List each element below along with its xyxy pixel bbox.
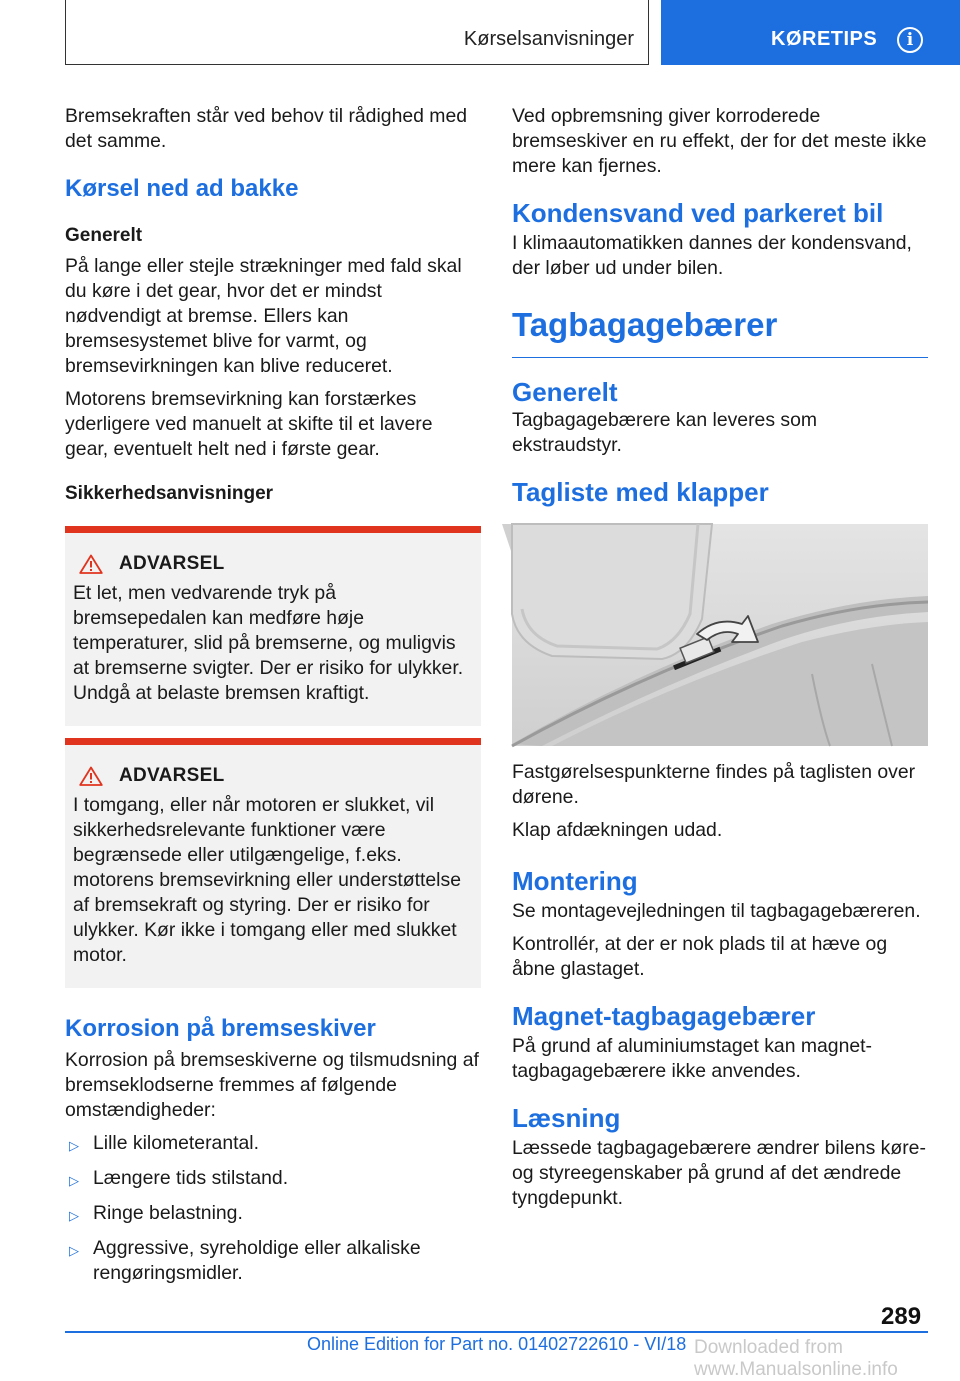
page-number: 289 [881, 1303, 922, 1330]
list-item: ▷ Længere tids stilstand. [65, 1166, 481, 1193]
heading-corrosion: Korrosion på bremseskiver [65, 1015, 376, 1042]
general-paragraph-2: Motorens bremsevirkning kan forstærkes yderligere ved manuelt at skifte til et lavere gear, eventuelt helt ned i første gear. [65, 388, 433, 460]
corrosion-list [65, 1131, 481, 1286]
intro-paragraph: Bremsekraften står ved behov til rådighed med det samme. [65, 105, 468, 152]
warning-text: Et let, men vedvarende tryk på bremsepedalen kan medføre høje temperaturer, slid på bremserne, og muligvis at bremserne svigter. Der er risiko for ulykker. Undgå at belaste bremsen kraftigt. [73, 582, 464, 704]
heading-condensation: Kondensvand ved parkeret bil [512, 198, 884, 228]
right-column [512, 104, 928, 1219]
rail-paragraph-1: Fastgørelsespunkterne findes på taglisten over dørene. [512, 761, 916, 808]
bullet-triangle-icon: ▷ [69, 1173, 79, 1188]
heading-roof-rack: Tagbagagebærer [512, 305, 928, 358]
header-section-title: Kørselsanvisninger [463, 28, 634, 50]
condensation-paragraph: I klimaautomatikken dannes der kondensvand, der løber ud under bilen. [512, 232, 912, 279]
heading-magnet: Magnet-tagbagagebærer [512, 1001, 816, 1031]
roof-rail-photo [512, 524, 928, 746]
warning-title: ADVARSEL [119, 765, 225, 786]
left-column [65, 104, 481, 1294]
warning-triangle-icon [79, 766, 103, 786]
bullet-triangle-icon: ▷ [69, 1243, 79, 1258]
warning-box-1 [65, 526, 481, 726]
header-chapter-tab[interactable] [661, 0, 960, 65]
magnet-paragraph: På grund af aluminiumstaget kan magnet-tagbagagebærere ikke anvendes. [512, 1035, 873, 1082]
footer-edition: Online Edition for Part no. 01402722610 - VI/18 [307, 1334, 687, 1354]
heading-downhill: Kørsel ned ad bakke [65, 175, 299, 202]
rail-paragraph-2: Klap afdækningen udad. [512, 819, 723, 841]
warning-box-2 [65, 738, 481, 988]
general-paragraph-1: På lange eller stejle strækninger med fald skal du køre i det gear, hvor det er mindst nødvendigt at bremse. Ellers kan bremsesystemet blive for varmt, og bremsevirkningen kan blive reduceret. [65, 255, 462, 377]
mounting-paragraph-2: Kontrollér, at der er nok plads til at hæve og åbne glastaget. [512, 933, 888, 980]
corrosion-paragraph: Korrosion på bremseskiverne og tilsmudsning af bremseklodserne fremmes af følgende omstændigheder: [65, 1049, 479, 1121]
heading-general-right: Generelt [512, 377, 618, 407]
heading-safety: Sikkerhedsanvisninger [65, 483, 274, 504]
header-section-box [65, 0, 649, 65]
list-item: ▷ Aggressive, syreholdige eller alkaliske rengøringsmidler. [65, 1236, 481, 1286]
general-paragraph-right: Tagbagagebærere kan leveres som ekstraudstyr. [512, 409, 818, 456]
watermark: Downloaded from www.Manualsonline.info [694, 1337, 898, 1380]
heading-mounting: Montering [512, 866, 638, 896]
loading-paragraph: Læssede tagbagagebærere ændrer bilens køre- og styreegenskaber på grund af det ændrede tyngdepunkt. [512, 1137, 926, 1209]
warning-title: ADVARSEL [119, 553, 225, 574]
list-item: ▷ Ringe belastning. [65, 1201, 481, 1228]
bullet-triangle-icon: ▷ [69, 1138, 79, 1153]
mounting-paragraph-1: Se montagevejledningen til tagbagagebæreren. [512, 900, 921, 922]
heading-loading: Læsning [512, 1103, 621, 1133]
brake-paragraph: Ved opbremsning giver korroderede bremseskiver en ru effekt, der for det meste ikke mere kan fjernes. [512, 105, 927, 177]
info-icon[interactable]: i [897, 27, 923, 53]
heading-general: Generelt [65, 225, 143, 246]
roof-rail-illustration [512, 524, 928, 746]
header-chapter-title: KØRETIPS [771, 28, 878, 50]
footer-divider [65, 1331, 928, 1333]
heading-roof-rail: Tagliste med klapper [512, 477, 769, 507]
warning-triangle-icon [79, 554, 103, 574]
warning-text: I tomgang, eller når motoren er slukket, vil sikkerhedsrelevante funktioner være begrænsede eller utilgængelige, f.eks. motorens bremsevirkning eller understøttelse af bremsekraft og styring. Der er risiko for ulykker. Kør ikke i tomgang eller med slukket motor. [73, 794, 461, 966]
list-item: ▷ Lille kilometerantal. [65, 1131, 481, 1158]
bullet-triangle-icon: ▷ [69, 1208, 79, 1223]
